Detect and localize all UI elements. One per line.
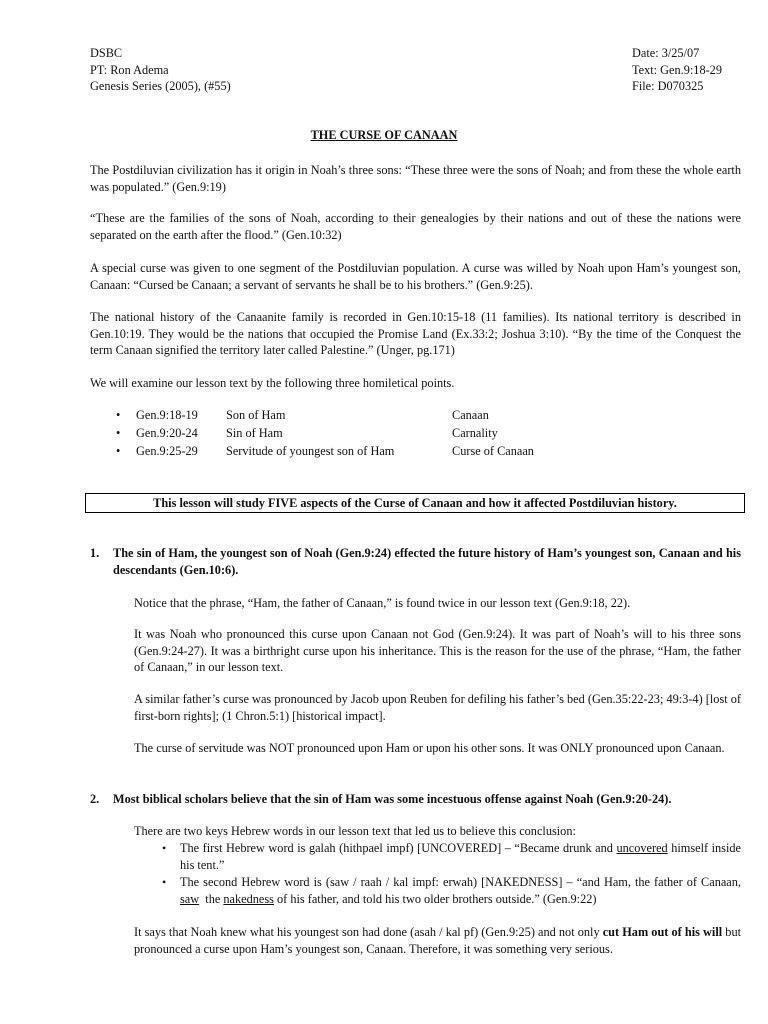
section-1-paragraph-4: The curse of servitude was NOT pronounced upon Ham or upon his other sons. It was ONLY pronounced upon Canaan. [134, 741, 725, 755]
bullet-text: The second Hebrew word is (saw / raah / kal impf: erwah) [NAKEDNESS] – “and Ham, the father of Canaan, [180, 875, 741, 889]
section-1-paragraph-3: A similar father’s curse was pronounced by Jacob upon Reuben for defiling his father’s bed (Gen.35:22-23; 49:3-4) [lost of first-born rights]; (1 Chron.5:1) [historical impact]. [134, 692, 741, 723]
intro-paragraph-1: The Postdiluvian civilization has it origin in Noah’s three sons: “These three were the sons of Noah; and from these the whole earth was populated.” (Gen.9:19) [90, 163, 741, 194]
underlined-word: nakedness [223, 891, 274, 906]
list-item [116, 443, 556, 461]
intro-paragraph-5: We will examine our lesson text by the following three homiletical points. [90, 376, 455, 390]
point-ref: Gen.9:25-29 [136, 444, 198, 458]
intro-paragraph-2: “These are the families of the sons of Noah, according to their genealogies by their nations and out of these the nations were separated on the earth after the flood.” (Gen.10:32) [90, 211, 741, 242]
point-topic: Servitude of youngest son of Ham [226, 444, 395, 458]
section-1-paragraph-1: Notice that the phrase, “Ham, the father of Canaan,” is found twice in our lesson text (Gen.9:18, 22). [134, 596, 631, 610]
bullet-icon: • [162, 875, 167, 889]
list-item [116, 425, 556, 443]
section-2-closing [134, 924, 741, 957]
bullet-icon: • [116, 426, 121, 440]
section-2-bullet-2 [180, 874, 741, 907]
section-1-heading: The sin of Ham, the youngest son of Noah (Gen.9:24) effected the future history of Ham’s youngest son, Canaan and his descendants (Gen.10:6). [113, 546, 741, 577]
bullet-text: himself inside his tent.” [180, 841, 741, 872]
bullet-icon: • [116, 408, 121, 422]
section-1-number: 1. [90, 546, 100, 560]
point-ref: Gen.9:20-24 [136, 426, 198, 440]
header-left [90, 45, 231, 95]
header-org: DSBC [90, 46, 123, 60]
header-series: Genesis Series (2005), (#55) [90, 79, 231, 93]
underlined-word: uncovered [616, 841, 668, 855]
section-2-heading: Most biblical scholars believe that the sin of Ham was some incestuous offense against Noah (Gen.9:20-24). [113, 792, 672, 806]
point-topic: Sin of Ham [226, 426, 283, 440]
section-1-paragraph-2: It was Noah who pronounced this curse upon Canaan not God (Gen.9:24). It was part of Noah’s will to his three sons (Gen.9:24-27). It was a birthright curse upon his inheritance. This is the reason for the use of the phrase, “Ham, the father of Canaan,” in our lesson text. [134, 627, 741, 674]
closing-text: It says that Noah knew what his youngest son had done (asah / kal pf) (Gen.9:25) and not only [134, 925, 603, 939]
intro-paragraph-3: A special curse was given to one segment of the Postdiluvian population. A curse was willed by Noah upon Ham’s youngest son, Canaan: “Cursed be Canaan; a servant of servants he shall be to his brothers.” (Gen.9:25). [90, 261, 741, 292]
point-theme: Carnality [452, 426, 498, 440]
point-topic: Son of Ham [226, 408, 286, 422]
header-file: File: D070325 [632, 79, 704, 93]
bullet-text: the [199, 891, 224, 906]
point-theme: Canaan [452, 408, 489, 422]
header-pastor: PT: Ron Adema [90, 62, 169, 77]
header-right [632, 45, 722, 95]
header-date: Date: 3/25/07 [632, 46, 700, 60]
section-2-lead: There are two keys Hebrew words in our lesson text that led us to believe this conclusion: [134, 824, 576, 838]
underlined-word: saw [180, 891, 200, 906]
bullet-icon: • [162, 841, 167, 855]
section-2-number: 2. [90, 792, 100, 806]
lesson-summary-box: This lesson will study FIVE aspects of the Curse of Canaan and how it affected Postdiluvian history. [85, 493, 745, 513]
list-item [116, 407, 556, 425]
point-ref: Gen.9:18-19 [136, 408, 198, 422]
header-text: Text: Gen.9:18-29 [632, 62, 722, 77]
section-2-bullet-1 [180, 840, 741, 873]
homiletical-points [116, 407, 556, 461]
closing-text: but pronounced a curse upon Ham’s youngest son, Canaan. Therefore, it was something very serious. [134, 925, 742, 956]
emphasis-text: cut Ham out of his will [602, 925, 723, 939]
point-theme: Curse of Canaan [452, 444, 534, 458]
document-title: THE CURSE OF CANAAN [310, 128, 458, 142]
bullet-text: of his father, and told his two older brothers outside.” (Gen.9:22) [273, 891, 597, 906]
intro-paragraph-4: The national history of the Canaanite family is recorded in Gen.10:15-18 (11 families). Its national territory is described in Gen.10:19. They would be the nations that occupied the Promise Land (Ex.33:2; Joshua 3:10). “By the time of the Conquest the term Canaan signified the territory later called Palestine.” (Unger, pg.171) [90, 310, 741, 357]
bullet-text: The first Hebrew word is galah (hithpael impf) [UNCOVERED] – “Became drunk and [180, 841, 617, 855]
bullet-icon: • [116, 444, 121, 458]
